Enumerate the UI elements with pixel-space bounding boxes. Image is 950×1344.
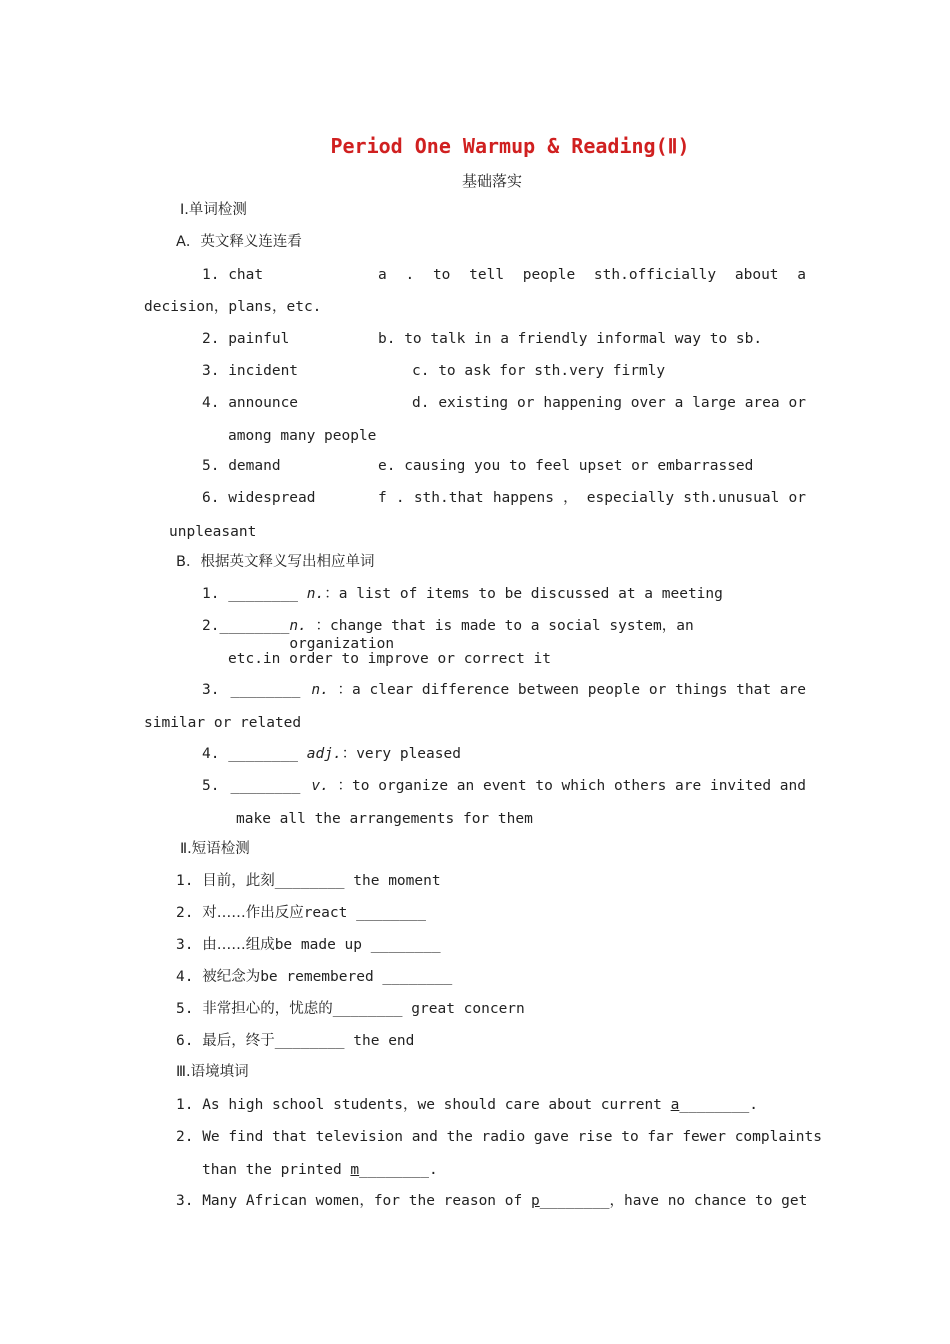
match-definition: b. to talk in a friendly informal way to sb. bbox=[378, 331, 763, 347]
definition-cont: make all the arrangements for them bbox=[236, 811, 533, 827]
hint-letter: p bbox=[530, 1193, 540, 1209]
section-2-heading: Ⅱ.短语检测 bbox=[180, 841, 250, 857]
phrase-item: 1. 目前，此刻________ the moment bbox=[176, 873, 441, 889]
definition-item: 5. ________ v. ：to organize an event to which others are invited and bbox=[202, 778, 806, 794]
answer-blank[interactable]: be remembered ________ bbox=[260, 969, 453, 985]
definition-item: 4. ________ adj.：very pleased bbox=[202, 746, 461, 762]
match-item-word: 1. chat bbox=[202, 267, 264, 283]
match-item-word: 6. widespread bbox=[202, 490, 316, 506]
answer-blank[interactable]: be made up ________ bbox=[274, 937, 441, 953]
definition-cont: similar or related bbox=[144, 715, 302, 731]
phrase-item: 2. 对……作出反应react ________ bbox=[176, 905, 426, 921]
phrase-item: 5. 非常担心的，忧虑的________ great concern bbox=[176, 1001, 525, 1017]
phrase-item: 4. 被纪念为be remembered ________ bbox=[176, 969, 453, 985]
page-subtitle: 基础落实 bbox=[461, 172, 522, 190]
answer-blank[interactable]: ________ bbox=[539, 1193, 610, 1209]
answer-blank[interactable]: ________ the end bbox=[274, 1033, 415, 1049]
section-3-heading: Ⅲ.语境填词 bbox=[176, 1064, 249, 1080]
match-definition: d. existing or happening over a large area or bbox=[412, 395, 806, 411]
context-fill-item: 3. Many African women，for the reason of p________，have no chance to get bbox=[176, 1193, 808, 1209]
context-fill-item: 2. We find that television and the radio gave rise to far fewer complaints bbox=[176, 1129, 823, 1145]
section-b-heading: B．根据英文释义写出相应单词 bbox=[176, 554, 375, 570]
match-definition: e. causing you to feel upset or embarrassed bbox=[378, 458, 754, 474]
answer-blank[interactable]: ________ great concern bbox=[332, 1001, 525, 1017]
match-definition-cont: decision，plans，etc. bbox=[144, 299, 322, 315]
match-definition: f . sth.that happens ， especially sth.unusual or bbox=[378, 490, 806, 506]
hint-letter: a bbox=[670, 1097, 680, 1113]
definition-item: 1. ________ n.：a list of items to be discussed at a meeting bbox=[202, 586, 723, 602]
match-item-word: 3. incident bbox=[202, 363, 299, 379]
match-definition: c. to ask for sth.very firmly bbox=[412, 363, 666, 379]
phrase-item: 3. 由……组成be made up ________ bbox=[176, 937, 441, 953]
answer-blank[interactable]: ________ bbox=[228, 586, 299, 602]
answer-blank[interactable]: ________ bbox=[679, 1097, 750, 1113]
answer-blank[interactable]: ________ the moment bbox=[274, 873, 441, 889]
phrase-item: 6. 最后，终于________ the end bbox=[176, 1033, 415, 1049]
match-item-word: 2. painful bbox=[202, 331, 290, 347]
definition-item: 2. ________ n. ：change that is made to a social system，an organization bbox=[202, 618, 694, 652]
context-fill-item: 1. As high school students，we should care about current a________. bbox=[176, 1097, 758, 1113]
answer-blank[interactable]: ________ bbox=[359, 1162, 429, 1178]
answer-blank[interactable]: ________ bbox=[219, 618, 290, 634]
match-item-word: 4. announce bbox=[202, 395, 299, 411]
answer-blank[interactable]: react ________ bbox=[303, 905, 426, 921]
hint-letter: m bbox=[350, 1162, 360, 1178]
answer-blank[interactable]: ________ bbox=[230, 682, 301, 698]
match-definition-cont: unpleasant bbox=[169, 524, 257, 540]
context-fill-cont: than the printed m________. bbox=[202, 1162, 438, 1178]
section-a-heading: A．英文释义连连看 bbox=[176, 234, 302, 250]
definition-cont: etc.in order to improve or correct it bbox=[228, 651, 552, 667]
match-definition: a . to tell people sth.officially about a bbox=[378, 267, 806, 283]
section-1-heading: Ⅰ.单词检测 bbox=[180, 202, 247, 218]
definition-item: 3. ________ n. ：a clear difference between people or things that are bbox=[202, 682, 806, 698]
match-item-word: 5. demand bbox=[202, 458, 281, 474]
answer-blank[interactable]: ________ bbox=[230, 778, 301, 794]
answer-blank[interactable]: ________ bbox=[228, 746, 299, 762]
match-definition-cont: among many people bbox=[228, 428, 377, 444]
page-title: Period One Warmup & Reading(Ⅱ) bbox=[330, 134, 690, 158]
